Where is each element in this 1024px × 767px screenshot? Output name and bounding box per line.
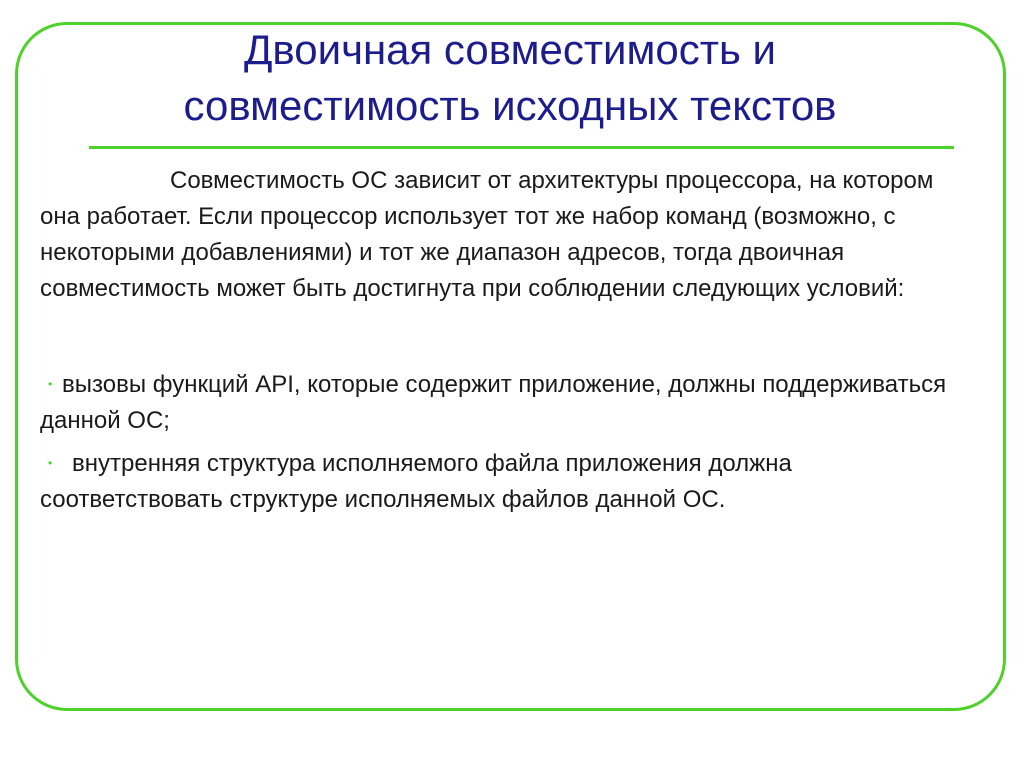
bullet-text: внутренняя структура исполняемого файла приложения должна соответствовать структуре исполняемых файлов данной ОС. xyxy=(40,450,792,513)
title-line-2: совместимость исходных текстов xyxy=(183,82,837,129)
slide-title xyxy=(60,22,960,134)
bullet-icon: • xyxy=(48,456,53,470)
bullet-text: вызовы функций API, которые содержит приложение, должны поддерживаться данной ОС; xyxy=(40,371,947,434)
title-line-1: Двоичная совместимость и xyxy=(243,26,777,73)
intro-paragraph: Совместимость ОС зависит от архитектуры процессора, на котором она работает. Если процессор использует тот же набор команд (возможно, с некоторыми добавлениями) и тот же диапазон адресов, тогда двоичная совместимость может быть достигнута при соблюдении следующих условий: xyxy=(40,167,934,302)
bullet-list xyxy=(40,366,970,524)
bullet-icon: • xyxy=(48,377,53,391)
list-item xyxy=(40,366,970,439)
list-item xyxy=(40,445,970,518)
title-divider xyxy=(89,146,954,149)
